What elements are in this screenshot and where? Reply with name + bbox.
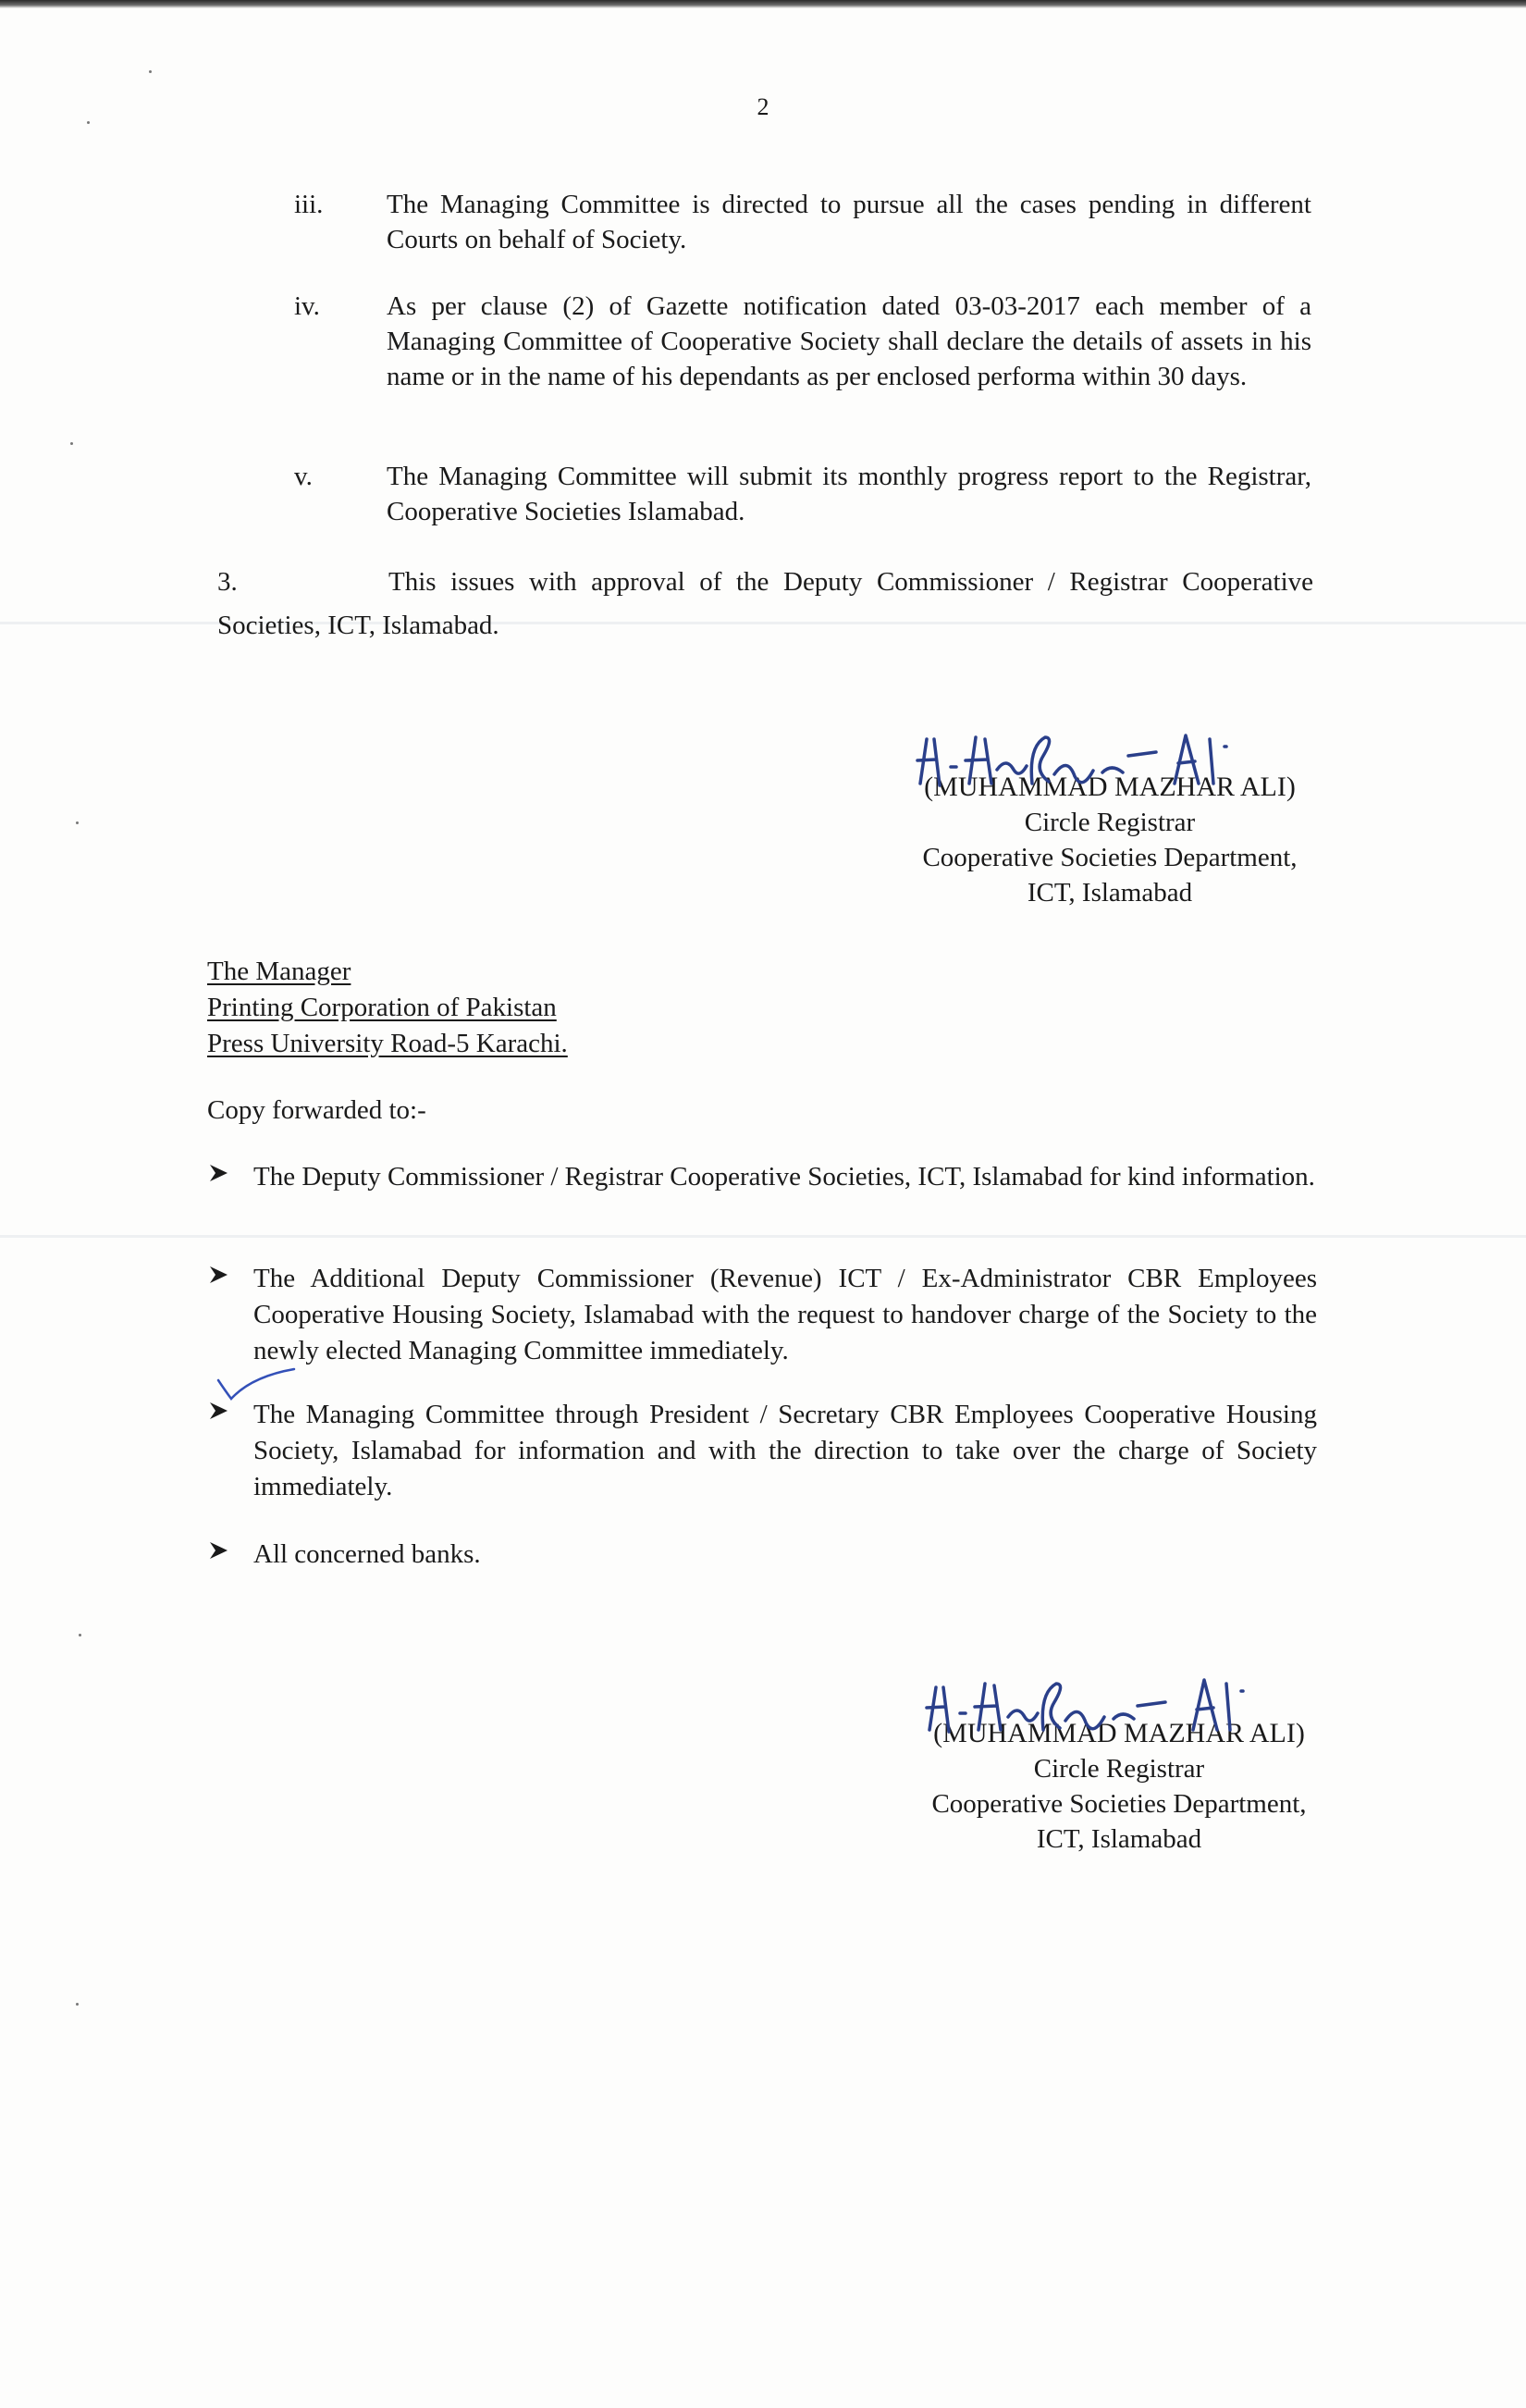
arrow-bullet-icon — [207, 1538, 231, 1562]
copy-recipient-text: The Deputy Commissioner / Registrar Cooperative Societies, ICT, Islamabad for kind information. — [253, 1162, 1315, 1192]
clause-text: The Managing Committee is directed to pursue all the cases pending in different Courts on behalf of Society. — [387, 190, 1311, 254]
signatory-name: (MUHAMMAD MAZHAR ALI) — [933, 1718, 1305, 1748]
scan-speck — [79, 1634, 81, 1636]
signatory-name: (MUHAMMAD MAZHAR ALI) — [924, 772, 1296, 802]
clause-text: As per clause (2) of Gazette notification dated 03-03-2017 each member of a Managing Committee of Cooperative Society shall declare the details of assets in his name or in the name of his dependants as per enclosed performa within 30 days. — [387, 291, 1311, 391]
signature-block — [860, 1716, 1378, 1857]
paragraph-3 — [217, 561, 1313, 648]
scan-speck — [70, 442, 73, 445]
scan-speck — [149, 70, 152, 73]
arrow-bullet-icon — [207, 1161, 231, 1185]
paragraph-text: This issues with approval of the Deputy Commissioner / Registrar Cooperative Societies, ICT, Islamabad. — [217, 567, 1313, 640]
signatory-location: ICT, Islamabad — [1036, 1824, 1202, 1854]
scan-speck — [76, 821, 79, 824]
signature-block — [851, 770, 1369, 910]
addressee — [207, 954, 568, 1062]
signatory-designation: Circle Registrar — [1033, 1754, 1205, 1784]
scan-speck — [87, 121, 90, 124]
paragraph-number: 3. — [217, 567, 238, 597]
clause-number: v. — [294, 462, 313, 491]
clause-number: iii. — [294, 190, 324, 219]
arrow-bullet-icon — [207, 1263, 231, 1287]
addressee-line: The Manager — [207, 957, 351, 986]
clause-text: The Managing Committee will submit its monthly progress report to the Registrar, Cooperative Societies Islamabad. — [387, 462, 1311, 526]
page-number: 2 — [757, 93, 769, 120]
scan-speck — [76, 2003, 79, 2006]
arrow-bullet-icon — [207, 1399, 231, 1423]
copy-recipient-text: The Additional Deputy Commissioner (Revenue) ICT / Ex-Administrator CBR Employees Cooperative Housing Society, Islamabad with the request to handover charge of the Society to the newly elected Managing Committee immediately. — [253, 1264, 1317, 1365]
addressee-line: Printing Corporation of Pakistan — [207, 993, 557, 1022]
signatory-location: ICT, Islamabad — [1027, 878, 1193, 908]
addressee-line: Press University Road-5 Karachi. — [207, 1029, 568, 1058]
paper-fold-line — [0, 1235, 1526, 1238]
copy-recipient-text: All concerned banks. — [253, 1539, 481, 1569]
signatory-department: Cooperative Societies Department, — [931, 1789, 1307, 1819]
clause-number: iv. — [294, 291, 320, 321]
copy-forwarded-heading: Copy forwarded to:- — [207, 1095, 426, 1125]
scan-top-edge — [0, 0, 1526, 8]
signatory-department: Cooperative Societies Department, — [922, 843, 1298, 872]
copy-recipient-text: The Managing Committee through President / Secretary CBR Employees Cooperative Housing Society, Islamabad for information and with the direction to take over the charge of Society immediately. — [253, 1400, 1317, 1501]
signatory-designation: Circle Registrar — [1024, 808, 1196, 837]
